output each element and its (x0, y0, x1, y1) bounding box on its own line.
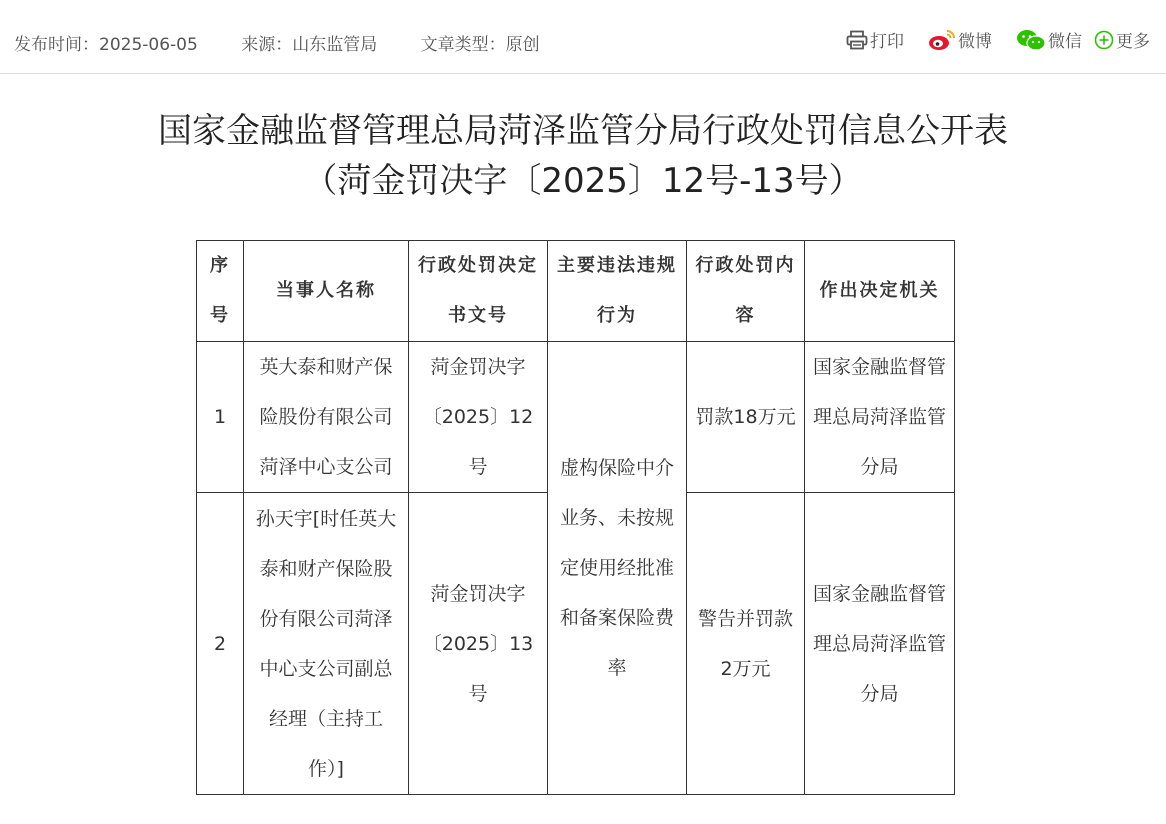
wechat-icon (1016, 29, 1048, 51)
penalty-table (196, 240, 955, 795)
header-doc-no: 行政处罚决定书文号 (409, 241, 548, 342)
header-violation: 主要违法违规行为 (548, 241, 687, 342)
cell-doc-no: 菏金罚决字〔2025〕13号 (409, 493, 548, 795)
weibo-label: 微博 (958, 32, 992, 52)
cell-authority: 国家金融监督管理总局菏泽监管分局 (805, 342, 955, 493)
share-toolbar (846, 27, 1150, 52)
cell-seq: 2 (197, 493, 244, 795)
weibo-icon (928, 29, 958, 51)
article-meta (14, 30, 578, 55)
share-wechat-button[interactable] (1016, 27, 1082, 52)
article-type: 文章类型：原创 (420, 35, 540, 55)
cell-penalty: 罚款18万元 (687, 342, 805, 493)
share-weibo-button[interactable] (928, 27, 992, 52)
source: 来源：山东监管局 (241, 35, 378, 55)
table-row (197, 342, 955, 493)
wechat-label: 微信 (1048, 32, 1082, 52)
header-authority: 作出决定机关 (805, 241, 955, 342)
cell-seq: 1 (197, 342, 244, 493)
print-label: 打印 (870, 32, 904, 52)
publish-time: 发布时间：2025-06-05 (14, 35, 198, 55)
cell-party: 孙天宇[时任英大泰和财产保险股份有限公司菏泽中心支公司副总经理（主持工作）] (244, 493, 409, 795)
article-meta-bar (0, 0, 1166, 74)
header-party: 当事人名称 (244, 241, 409, 342)
plus-circle-icon (1094, 30, 1116, 50)
print-button[interactable] (846, 27, 904, 52)
table-header-row (197, 241, 955, 342)
cell-doc-no: 菏金罚决字〔2025〕12号 (409, 342, 548, 493)
more-label: 更多 (1116, 32, 1150, 52)
cell-penalty: 警告并罚款2万元 (687, 493, 805, 795)
cell-violation: 虚构保险中介业务、未按规定使用经批准和备案保险费率 (548, 342, 687, 795)
cell-party: 英大泰和财产保险股份有限公司菏泽中心支公司 (244, 342, 409, 493)
header-seq: 序号 (197, 241, 244, 342)
print-icon (846, 30, 870, 50)
title-line-1: 国家金融监督管理总局菏泽监管分局行政处罚信息公开表 (158, 111, 1008, 151)
page-title (0, 106, 1166, 206)
header-penalty: 行政处罚内容 (687, 241, 805, 342)
title-line-2: （菏金罚决字〔2025〕12号-13号） (303, 161, 863, 201)
share-more-button[interactable] (1094, 27, 1150, 52)
cell-authority: 国家金融监督管理总局菏泽监管分局 (805, 493, 955, 795)
